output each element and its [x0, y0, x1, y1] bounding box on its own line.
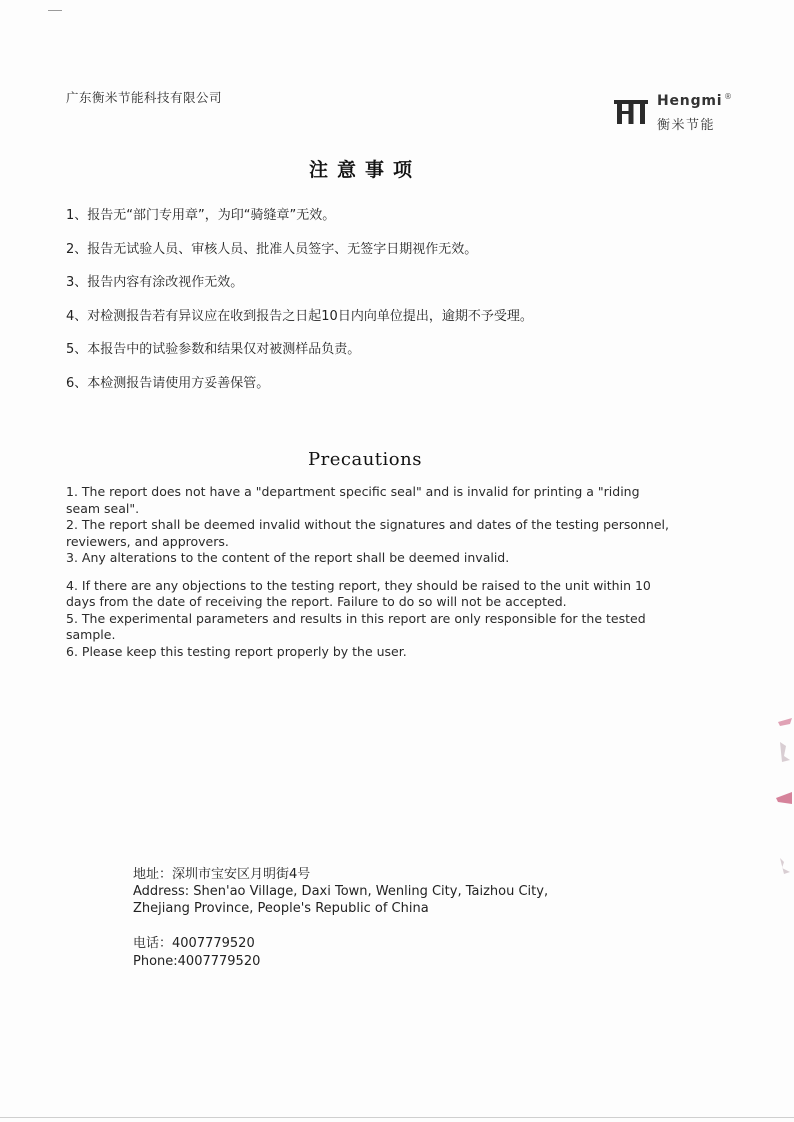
phone-block	[133, 935, 603, 971]
en-notes-title: Precautions	[308, 449, 422, 470]
phone-en: Phone:4007779520	[133, 954, 261, 969]
hengmi-logo-icon	[612, 98, 650, 126]
registered-mark: ®	[724, 92, 732, 101]
cn-notes-list	[66, 206, 746, 408]
cn-notes-title: 注意事项	[308, 159, 421, 181]
en-note-item: 3. Any alterations to the content of the report shall be deemed invalid.	[66, 550, 510, 565]
logo-text-cn: 衡米节能	[657, 118, 716, 133]
hengmi-logo	[612, 92, 742, 132]
en-notes-list	[66, 484, 671, 660]
en-note-item: 1. The report does not have a "department specific seal" and is invalid for printing a "riding seam seal".	[66, 484, 640, 516]
en-notes-spacer	[66, 567, 671, 578]
cn-note-item: 1、报告无“部门专用章”，为印“骑缝章”无效。	[66, 208, 336, 223]
cn-note-item: 3、报告内容有涂改视作无效。	[66, 275, 244, 291]
address-cn: 地址：深圳市宝安区月明街4号	[133, 867, 311, 882]
scan-mark	[48, 10, 62, 11]
en-note-item: 4. If there are any objections to the testing report, they should be raised to the unit within 10 days from the date of receiving the report. Failure to do so will not be accepted.	[66, 577, 651, 609]
cn-note-item: 2、报告无试验人员、审核人员、批准人员签字、无签字日期视作无效。	[66, 241, 478, 257]
en-note-item: 2. The report shall be deemed invalid without the signatures and dates of the testing personnel, reviewers, and approvers.	[66, 517, 669, 549]
scan-edge-line	[0, 1117, 794, 1118]
cn-note-item: 6、本检测报告请使用方妥善保管。	[66, 375, 270, 391]
riding-seam-seal-fragment	[770, 712, 794, 882]
logo-text-en: Hengmi	[657, 93, 723, 109]
phone-cn: 电话：4007779520	[133, 936, 255, 951]
address-en: Address: Shen'ao Village, Daxi Town, Wenling City, Taizhou City, Zhejiang Province, People's Republic of China	[133, 884, 549, 916]
cn-note-item: 4、对检测报告若有异议应在收到报告之日起10日内向单位提出，逾期不予受理。	[66, 308, 533, 324]
company-name: 广东衡米节能科技有限公司	[66, 90, 223, 105]
cn-note-item: 5、本报告中的试验参数和结果仅对被测样品负责。	[66, 342, 361, 358]
address-block	[133, 866, 603, 917]
en-note-item: 6. Please keep this testing report properly by the user.	[66, 643, 407, 659]
en-note-item: 5. The experimental parameters and results in this report are only responsible for the tested sample.	[66, 610, 646, 642]
